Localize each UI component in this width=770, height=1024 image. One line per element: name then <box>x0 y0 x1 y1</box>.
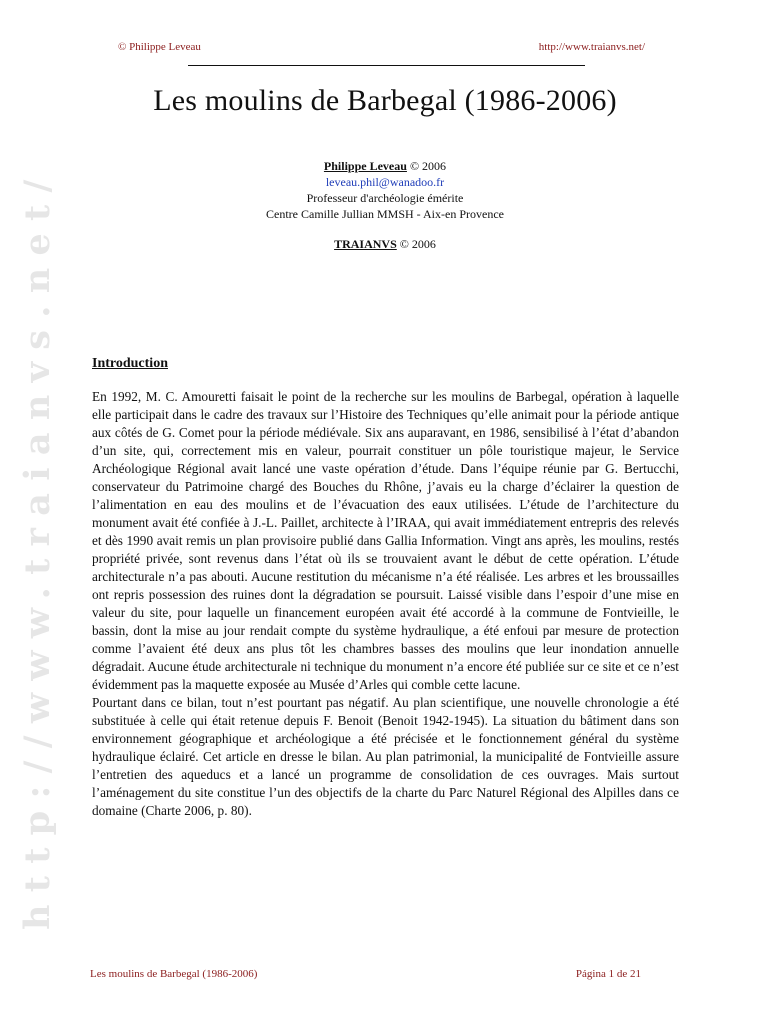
page-footer <box>90 968 641 982</box>
author-name: Philippe Leveau <box>323 159 407 173</box>
footer-title: Les moulins de Barbegal (1986-2006) <box>90 968 258 980</box>
header-copyright: © Philippe Leveau <box>118 41 201 53</box>
header-rule <box>188 65 585 66</box>
author-copyright: © 2006 <box>406 159 447 173</box>
publisher-line <box>0 237 770 252</box>
author-institution: Centre Camille Jullian MMSH - Aix-en Provence <box>266 207 504 221</box>
paragraph: En 1992, M. C. Amouretti faisait le point de la recherche sur les moulins de Barbegal, opération à laquelle elle participait dans le cadre des travaux sur l’Histoire des Techniques qu’elle animait pour la période antique aux côtés de G. Comet pour la période médiévale. Six ans auparavant, en 1986, sensibilisé à l’état d’abandon d’un site, qui, correctement mis en valeur, pourrait constituer un pôle touristique majeur, le Service Archéologique Régional avait lancé une vaste opération d’étude. Dans l’équipe réunie par G. Bertucchi, conservateur du Patrimoine chargé des Bouches du Rhône, j’avais eu la charge d’éclairer la question de l’alimentation en eau des moulins et de l’évacuation des eaux utilisées. L’étude de l’architecture du monument avait été confiée à J.-L. Paillet, architecte à l’IRAA, qui avait immédiatement entrepris des relevés et dès 1990 avait remis un plan provisoire publié dans Gallia Information. Vingt ans après, les moulins, restés propriété privée, sont revenus dans l’état où ils se trouvaient avant le début de cette opération. L’étude architecturale n’a pas abouti. Aucune restitution du mécanisme n’a été réalisée. Les arbres et les broussailles ont repris possession des ruines dont la dégradation se poursuit. Laissé visible dans l’espoir d’une mise en valeur du site, pour laquelle un financement européen avait été accordé à la commune de Fontvieille, le bassin, dont la mise au jour rendait compte du système hydraulique, a été enfoui par mesure de protection comme l’avaient été deux ans plus tôt les chambres basses des moulins que leur inondation annuelle dégradait. Aucune étude architecturale ni technique du monument n’a encore été publiée sur ce site et ce n’est évidemment pas la maquette exposée au Musée d’Arles qui comble cette lacune. <box>92 389 679 692</box>
footer-page-number: Página 1 de 21 <box>575 968 641 980</box>
vertical-url-watermark: http://www.traianvs.net/ <box>17 167 58 930</box>
author-line <box>0 158 770 174</box>
author-role: Professeur d'archéologie émérite <box>306 191 464 205</box>
header-url: http://www.traianvs.net/ <box>538 41 645 53</box>
paragraph: Pourtant dans ce bilan, tout n’est pourtant pas négatif. Au plan scientifique, une nouvelle chronologie a été substituée à celle qui était retenue depuis F. Benoit (Benoit 1942-1945). La situation du bâtiment dans son environnement géographique et archéologique a été précisée et le fonctionnement général du système hydraulique éclairé. Cet article en dresse le bilan. Au plan patrimonial, la municipalité de Fontvieille assure l’entretien des aqueducs et a lancé un programme de consolidation de ces ouvrages. Mais surtout l’aménagement du site constitue l’un des objectifs de la charte du Parc Naturel Régional des Alpilles dans ce domaine (Charte 2006, p. 80). <box>92 695 679 818</box>
body-text <box>92 388 679 820</box>
author-block <box>0 158 770 222</box>
author-email-link[interactable]: leveau.phil@wanadoo.fr <box>325 175 445 189</box>
publisher-name: TRAIANVS <box>334 237 397 251</box>
document-title: Les moulins de Barbegal (1986-2006) <box>153 84 617 117</box>
publisher-copyright: © 2006 <box>396 237 436 251</box>
section-heading: Introduction <box>92 356 168 371</box>
page-header <box>118 41 645 57</box>
